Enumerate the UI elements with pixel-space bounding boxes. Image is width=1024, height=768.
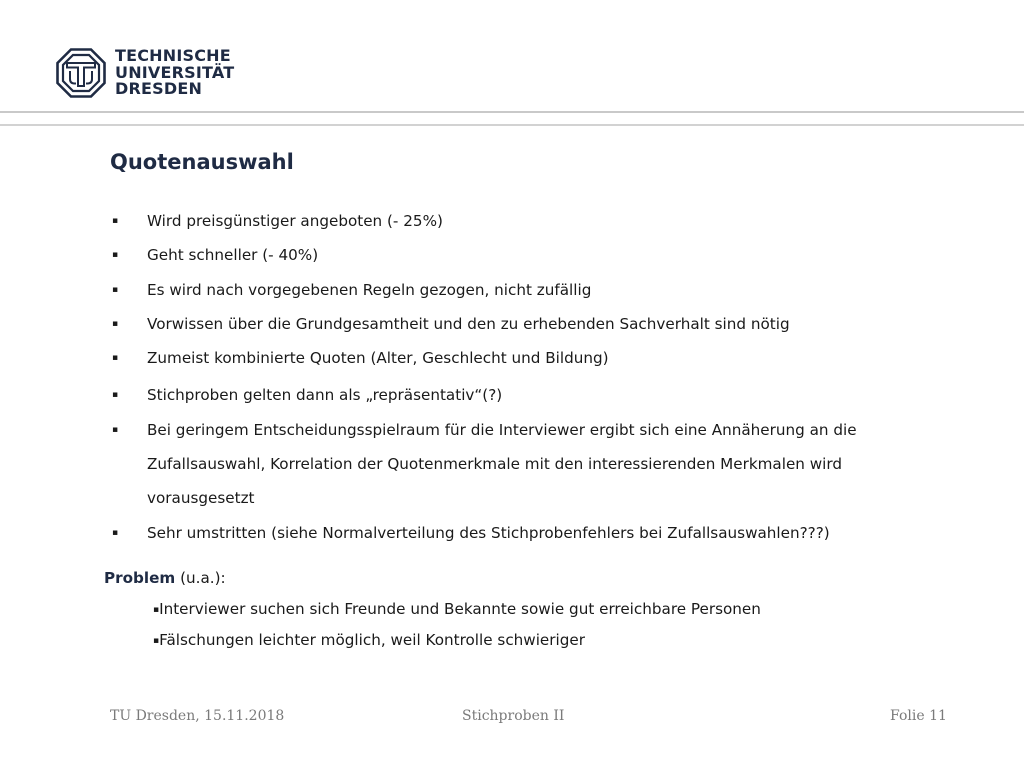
bullet-square-icon: ▪ <box>112 318 119 329</box>
problem-item <box>153 594 761 625</box>
bullet-item <box>108 516 968 550</box>
footer-center: Stichproben II <box>462 708 565 724</box>
header-divider-top <box>0 111 1024 113</box>
problem-heading <box>104 568 226 588</box>
bullet-item <box>108 307 968 341</box>
bullet-square-icon: ▪ <box>112 216 119 226</box>
bullet-text: Es wird nach vorgegebenen Regeln gezogen, nicht zufällig <box>147 280 592 299</box>
bullet-text: Zumeist kombinierte Quoten (Alter, Geschlecht und Bildung) <box>147 349 609 368</box>
logo-line-1: TECHNISCHE <box>115 46 231 66</box>
bullet-item <box>108 341 968 375</box>
bullet-square-icon: ▪ <box>112 353 119 364</box>
bullet-item <box>108 413 937 516</box>
problem-label: Problem <box>104 569 176 587</box>
bullet-text: Wird preisgünstiger angeboten (- 25%) <box>147 212 443 230</box>
problem-list <box>153 594 761 656</box>
bullet-square-icon: ▪ <box>112 424 119 435</box>
problem-item-text: Interviewer suchen sich Freunde und Bekannte sowie gut erreichbare Personen <box>159 600 761 618</box>
bullet-list <box>108 204 968 550</box>
problem-item <box>153 625 761 656</box>
slide-title: Quotenauswahl <box>110 150 294 174</box>
logo-line-2: UNIVERSITÄT <box>115 62 235 82</box>
bullet-item <box>108 378 968 412</box>
bullet-square-icon: ▪ <box>112 284 119 295</box>
bullet-text: Geht schneller (- 40%) <box>147 246 319 265</box>
footer-slide-number: Folie 11 <box>890 708 947 724</box>
bullet-item <box>108 204 968 238</box>
bullet-text: Sehr umstritten (siehe Normalverteilung des Stichprobenfehlers bei Zufallsauswahlen???) <box>147 523 830 542</box>
bullet-square-icon: ▪ <box>112 250 119 261</box>
logo-wordmark <box>115 48 234 98</box>
problem-item-text: Fälschungen leichter möglich, weil Kontrolle schwieriger <box>159 631 585 649</box>
bullet-item <box>108 238 968 272</box>
logo-line-3: DRESDEN <box>115 79 203 99</box>
header-divider-bottom <box>0 124 1024 126</box>
problem-suffix: (u.a.): <box>175 569 226 587</box>
bullet-square-icon: ▪ <box>112 390 119 401</box>
bullet-text: Bei geringem Entscheidungsspielraum für die Interviewer ergibt sich eine Annäherung an die Zufallsauswahl, Korrelation der Quotenmerkmale mit den interessierenden Merkmalen wird vorausgesetzt <box>147 420 857 508</box>
tu-dresden-emblem-icon <box>56 48 106 98</box>
tu-dresden-logo <box>56 46 234 100</box>
bullet-text: Vorwissen über die Grundgesamtheit und den zu erhebenden Sachverhalt sind nötig <box>147 314 790 333</box>
bullet-square-icon: ▪ <box>112 527 119 538</box>
bullet-item <box>108 273 968 307</box>
bullet-text: Stichproben gelten dann als „repräsentativ“(?) <box>147 386 503 405</box>
footer-left: TU Dresden, 15.11.2018 <box>110 708 285 724</box>
bullet-square-icon: ▪ <box>153 605 160 615</box>
bullet-square-icon: ▪ <box>153 636 160 646</box>
